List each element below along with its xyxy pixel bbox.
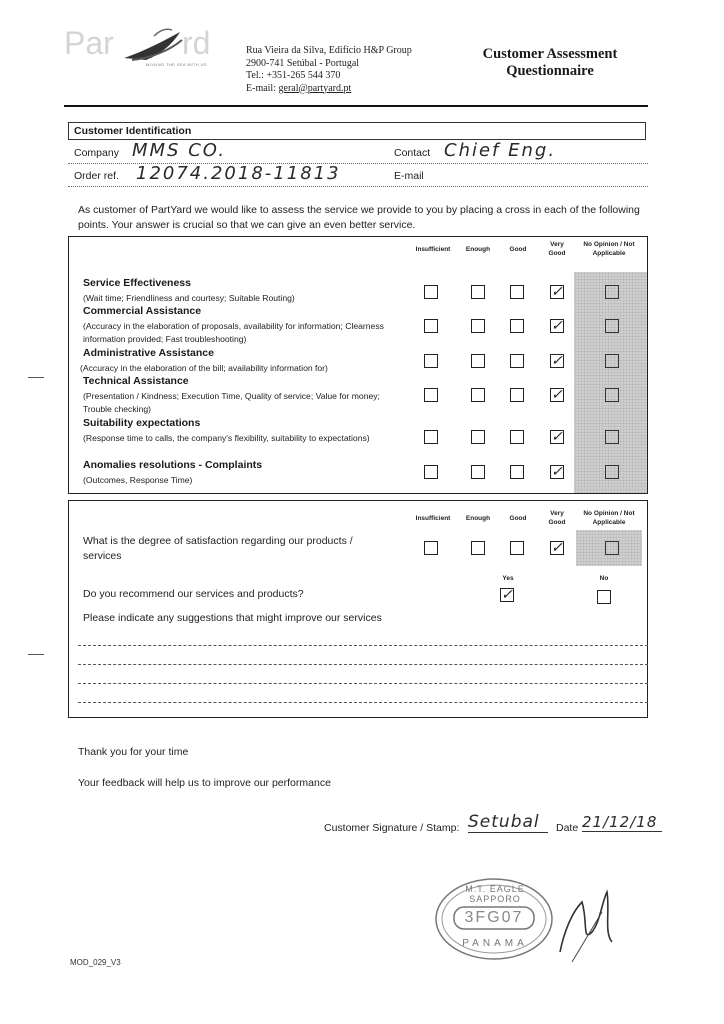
scan-mark bbox=[28, 654, 44, 655]
item-title: Administrative Assistance bbox=[83, 347, 214, 359]
check-mark-icon: ✓ bbox=[501, 586, 513, 602]
contact-label: Contact bbox=[394, 147, 431, 159]
address-line-1: Rua Vieira da Silva, Edifício H&P Group bbox=[246, 45, 412, 56]
rating-checkbox-enough[interactable] bbox=[471, 388, 485, 402]
rating-checkbox-very-good[interactable] bbox=[550, 465, 564, 479]
item-description: (Response time to calls, the company's flexibility, suitability to expectations) bbox=[83, 433, 370, 443]
email-label: E-mail: bbox=[246, 82, 276, 94]
rating-checkbox-enough[interactable] bbox=[471, 430, 485, 444]
item-title: Suitability expectations bbox=[83, 417, 201, 429]
suggestion-line bbox=[78, 645, 648, 646]
suggestions-input[interactable] bbox=[78, 630, 648, 710]
yes-label: Yes bbox=[502, 575, 514, 582]
check-mark-icon: ✓ bbox=[551, 539, 563, 555]
rating-checkbox-no-opinion-not-applicable[interactable] bbox=[605, 465, 619, 479]
col-header-very-good: Very Good bbox=[548, 510, 566, 526]
check-mark-icon: ✓ bbox=[551, 352, 563, 368]
document-title bbox=[455, 46, 645, 80]
rating-checkbox-no-opinion-not-applicable[interactable] bbox=[605, 430, 619, 444]
form-code: MOD_029_V3 bbox=[70, 958, 121, 967]
rating-checkbox-no-opinion-not-applicable[interactable] bbox=[605, 354, 619, 368]
col-header-insufficient: Insufficient bbox=[415, 515, 451, 522]
check-mark-icon: ✓ bbox=[551, 386, 563, 402]
field-divider bbox=[68, 186, 648, 187]
contact-field[interactable]: Chief Eng. bbox=[444, 140, 557, 161]
svg-text:rd: rd bbox=[182, 25, 211, 61]
stamp-center-text: 3FG07 bbox=[464, 909, 524, 926]
col-header-good: Good bbox=[509, 515, 527, 522]
customer-identification-title: Customer Identification bbox=[74, 125, 192, 137]
order-ref-field[interactable]: 12074.2018-11813 bbox=[136, 163, 341, 184]
header-divider bbox=[64, 105, 648, 107]
email-link[interactable]: geral@partyard.pt bbox=[278, 82, 352, 94]
col-header-insufficient: Insufficient bbox=[415, 246, 451, 253]
title-line-1: Customer Assessment bbox=[482, 46, 618, 62]
thanks-text: Thank you for your time bbox=[78, 746, 189, 758]
rating-checkbox-insufficient[interactable] bbox=[424, 285, 438, 299]
rating-checkbox-insufficient[interactable] bbox=[424, 354, 438, 368]
signature-label: Customer Signature / Stamp: bbox=[324, 822, 460, 834]
satisfaction-question: What is the degree of satisfaction regarding our products / services bbox=[83, 535, 353, 562]
suggestion-line bbox=[78, 683, 648, 684]
stamp-top-text: M.T. EAGLE SAPPORO bbox=[465, 884, 525, 904]
stamp-bottom-text: PANAMA bbox=[462, 938, 528, 949]
rating-checkbox-no-opinion-not-applicable[interactable] bbox=[605, 285, 619, 299]
partyard-logo bbox=[62, 24, 222, 74]
phone: Tel.: +351-265 544 370 bbox=[246, 70, 341, 81]
rating-checkbox-enough[interactable] bbox=[471, 354, 485, 368]
recommend-yes-checkbox[interactable] bbox=[500, 588, 514, 602]
rating-checkbox-very-good[interactable] bbox=[550, 319, 564, 333]
rating-checkbox-enough[interactable] bbox=[471, 319, 485, 333]
rating-checkbox-insufficient[interactable] bbox=[424, 465, 438, 479]
item-title: Commercial Assistance bbox=[83, 305, 202, 317]
col-header-enough: Enough bbox=[465, 246, 491, 253]
rating-checkbox-no-opinion-not-applicable[interactable] bbox=[605, 388, 619, 402]
rating-checkbox-insufficient[interactable] bbox=[424, 388, 438, 402]
rating-checkbox-enough[interactable] bbox=[471, 285, 485, 299]
email-field[interactable] bbox=[444, 168, 644, 182]
item-title: Technical Assistance bbox=[83, 375, 189, 387]
rating-checkbox-insufficient[interactable] bbox=[424, 430, 438, 444]
recommend-no-checkbox[interactable] bbox=[597, 590, 611, 604]
ship-stamp bbox=[432, 872, 632, 967]
rating-checkbox-very-good[interactable] bbox=[550, 388, 564, 402]
col-header-not-applicable: No Opinion / Not Applicable bbox=[583, 241, 635, 257]
rating-checkbox-very-good[interactable] bbox=[550, 285, 564, 299]
rating-checkbox-no-opinion-not-applicable[interactable] bbox=[605, 319, 619, 333]
rating-checkbox-very-good[interactable] bbox=[550, 430, 564, 444]
signature-field[interactable]: Setubal bbox=[468, 812, 548, 833]
not-applicable-shaded-column bbox=[574, 272, 647, 493]
rating-checkbox-good[interactable] bbox=[510, 430, 524, 444]
rating-checkbox-good[interactable] bbox=[510, 354, 524, 368]
company-field[interactable]: MMS CO. bbox=[132, 140, 226, 161]
intro-text: As customer of PartYard we would like to assess the service we provide to you by placing a cross in each of the following points. Your answer is crucial so that we can give an even better service. bbox=[78, 204, 640, 231]
title-line-2: Questionnaire bbox=[506, 63, 594, 79]
item-description: (Accuracy in the elaboration of proposals, availability for information; Clearness information provided; Fast troubleshooting) bbox=[83, 321, 384, 344]
company-address bbox=[246, 45, 412, 95]
feedback-text: Your feedback will help us to improve our performance bbox=[78, 777, 331, 789]
rating-checkbox-good[interactable] bbox=[510, 285, 524, 299]
date-field[interactable]: 21/12/18 bbox=[582, 813, 662, 832]
email-field-label: E-mail bbox=[394, 170, 424, 182]
satisfaction-checkbox-insufficient[interactable] bbox=[424, 541, 438, 555]
rating-checkbox-insufficient[interactable] bbox=[424, 319, 438, 333]
rating-checkbox-good[interactable] bbox=[510, 388, 524, 402]
rating-checkbox-good[interactable] bbox=[510, 465, 524, 479]
item-description: (Outcomes, Response Time) bbox=[83, 475, 193, 485]
item-description: (Presentation / Kindness; Execution Time, Quality of service; Value for money; Trouble checking) bbox=[83, 391, 380, 414]
col-header-very-good: Very Good bbox=[548, 241, 566, 257]
logo-tagline: MOVING THE SEA WITH US bbox=[146, 62, 207, 67]
suggestion-line bbox=[78, 702, 648, 703]
item-title: Anomalies resolutions - Complaints bbox=[83, 459, 263, 471]
svg-text:Par: Par bbox=[64, 25, 114, 61]
address-line-2: 2900-741 Setúbal - Portugal bbox=[246, 57, 360, 69]
check-mark-icon: ✓ bbox=[551, 283, 563, 299]
item-title: Service Effectiveness bbox=[83, 277, 191, 289]
scan-mark bbox=[28, 377, 44, 378]
check-mark-icon: ✓ bbox=[551, 428, 563, 444]
no-label: No bbox=[599, 575, 609, 582]
rating-checkbox-very-good[interactable] bbox=[550, 354, 564, 368]
recommend-question: Do you recommend our services and products? bbox=[83, 588, 304, 600]
company-label: Company bbox=[74, 147, 119, 159]
check-mark-icon: ✓ bbox=[551, 317, 563, 333]
date-label: Date bbox=[556, 822, 579, 834]
col-header-enough: Enough bbox=[465, 515, 491, 522]
suggestions-prompt: Please indicate any suggestions that might improve our services bbox=[83, 612, 382, 624]
satisfaction-checkbox-good[interactable] bbox=[510, 541, 524, 555]
order-ref-label: Order ref. bbox=[74, 170, 119, 182]
rating-checkbox-enough[interactable] bbox=[471, 465, 485, 479]
check-mark-icon: ✓ bbox=[551, 463, 563, 479]
satisfaction-checkbox-no-opinion-not-applicable[interactable] bbox=[605, 541, 619, 555]
satisfaction-checkbox-very-good[interactable] bbox=[550, 541, 564, 555]
item-description: (Wait time; Friendliness and courtesy; Suitable Routing) bbox=[83, 293, 295, 303]
col-header-good: Good bbox=[509, 246, 527, 253]
email-row bbox=[246, 83, 412, 96]
satisfaction-checkbox-enough[interactable] bbox=[471, 541, 485, 555]
col-header-not-applicable: No Opinion / Not Applicable bbox=[583, 510, 635, 526]
suggestion-line bbox=[78, 664, 648, 665]
item-description: (Accuracy in the elaboration of the bill; availability information for) bbox=[80, 363, 328, 373]
rating-checkbox-good[interactable] bbox=[510, 319, 524, 333]
